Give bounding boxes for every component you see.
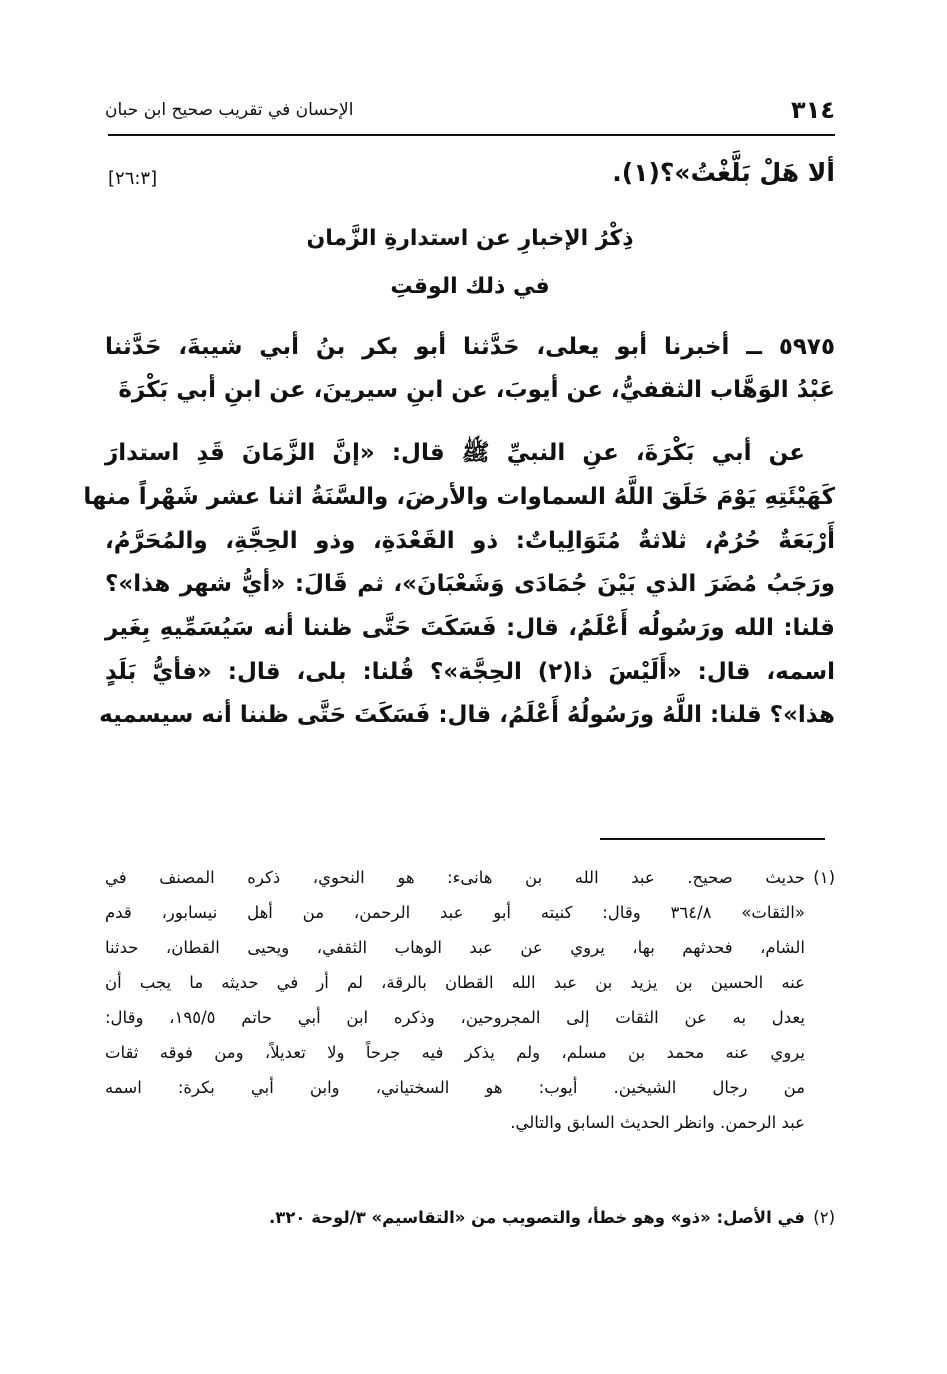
footnote-line: في الأصل: «ذو» وهو خطأ، والتصويب من «التقاسيم» ٣/لوحة ٣٢٠. xyxy=(268,1208,805,1227)
section-title-line: ذِكْرُ الإخبارِ عن استدارةِ الزَّمان xyxy=(306,226,634,251)
matn-line: قلنا: الله ورَسُولُه أَعْلَمُ، قال: فَسَكَتَ حَتَّى ظننا أنه سَيُسَمِّيهِ بِغَير xyxy=(105,615,835,641)
volume-reference: [٢٦:٣] xyxy=(108,168,158,189)
footnote-line: «الثقات» ٣٦٤/٨ وقال: كنيته أبو عبد الرحمن، من أهل نيسابور، قدم xyxy=(105,903,805,922)
footnote-line: عنه الحسين بن يزيد بن عبد الله القطان بالرقة، لم أر في حديثه ما يجب أن xyxy=(105,973,805,992)
matn-line: أَرْبَعَةٌ حُرُمٌ، ثلاثةٌ مُتَوَالِياتٌ: ذو القَعْدَةِ، وذو الحِجَّةِ، والمُحَرَّمُ، xyxy=(105,528,835,554)
footnote-number: (١) xyxy=(813,868,835,887)
footnote-line: من رجال الشيخين. أيوب: هو السختياني، وابن أبي بكرة: اسمه xyxy=(105,1078,805,1097)
footnote-number: (٢) xyxy=(813,1208,835,1227)
isnad-line: ٥٩٧٥ ــ أخبرنا أبو يعلى، حَدَّثنا أبو بكر بنُ أبي شيبةَ، حَدَّثنا xyxy=(105,334,835,360)
section-title-line: في ذلك الوقتِ xyxy=(390,274,550,299)
matn-line: ورَجَبُ مُضَرَ الذي بَيْنَ جُمَادَى وَشَعْبَانَ»، ثم قَالَ: «أيُّ شهر هذا»؟ xyxy=(105,571,835,597)
footnote-line: عبد الرحمن. وانظر الحديث السابق والتالي. xyxy=(510,1113,805,1132)
matn-line: اسمه، قال: «أَلَيْسَ ذا(٢) الحِجَّة»؟ قُلنا: بلى، قال: «فأيُّ بَلَدٍ xyxy=(105,659,835,685)
footnote-rule xyxy=(600,838,825,840)
isnad-line: عَبْدُ الوَهَّاب الثقفيُّ، عن أيوبَ، عن ابنِ سيرينَ، عن ابنِ أبي بَكْرَةَ xyxy=(118,377,835,403)
matn-line: هذا»؟ قلنا: اللَّهُ ورَسُولُهُ أَعْلَمُ، قال: فَسَكَتَ حَتَّى ظننا أنه سيسميه xyxy=(99,702,835,728)
footnote-line: يروي عنه محمد بن مسلم، ولم يذكر فيه جرحاً ولا تعديلاً، ومن فوقه ثقات xyxy=(105,1043,805,1062)
running-title: الإحسان في تقريب صحيح ابن حبان xyxy=(105,100,354,120)
footnote-line: الشام، فحدثهم بها، يروي عن عبد الوهاب الثقفي، ويحيى القطان، حدثنا xyxy=(105,938,805,957)
footnote-line: حديث صحيح. عبد الله بن هانىء: هو النحوي، ذكره المصنف في xyxy=(105,868,805,887)
footnote-line: يعدل به عن الثقات إلى المجروحين، وذكره ابن أبي حاتم ١٩٥/٥، وقال: xyxy=(105,1008,805,1027)
continuation-text: ألا هَلْ بَلَّغْتُ»؟(١). xyxy=(612,158,835,187)
matn-line: عن أبي بَكْرَةَ، عنِ النبيِّ ﷺ قال: «إنَّ الزَّمَانَ قَدِ استدارَ xyxy=(105,440,805,466)
header-rule xyxy=(108,134,835,136)
page-number: ٣١٤ xyxy=(791,96,835,124)
matn-line: كَهَيْئَتِهِ يَوْمَ خَلَقَ اللَّهُ السماوات والأرضَ، والسَّنَةُ اثنا عشر شَهْراً منها xyxy=(83,484,835,510)
